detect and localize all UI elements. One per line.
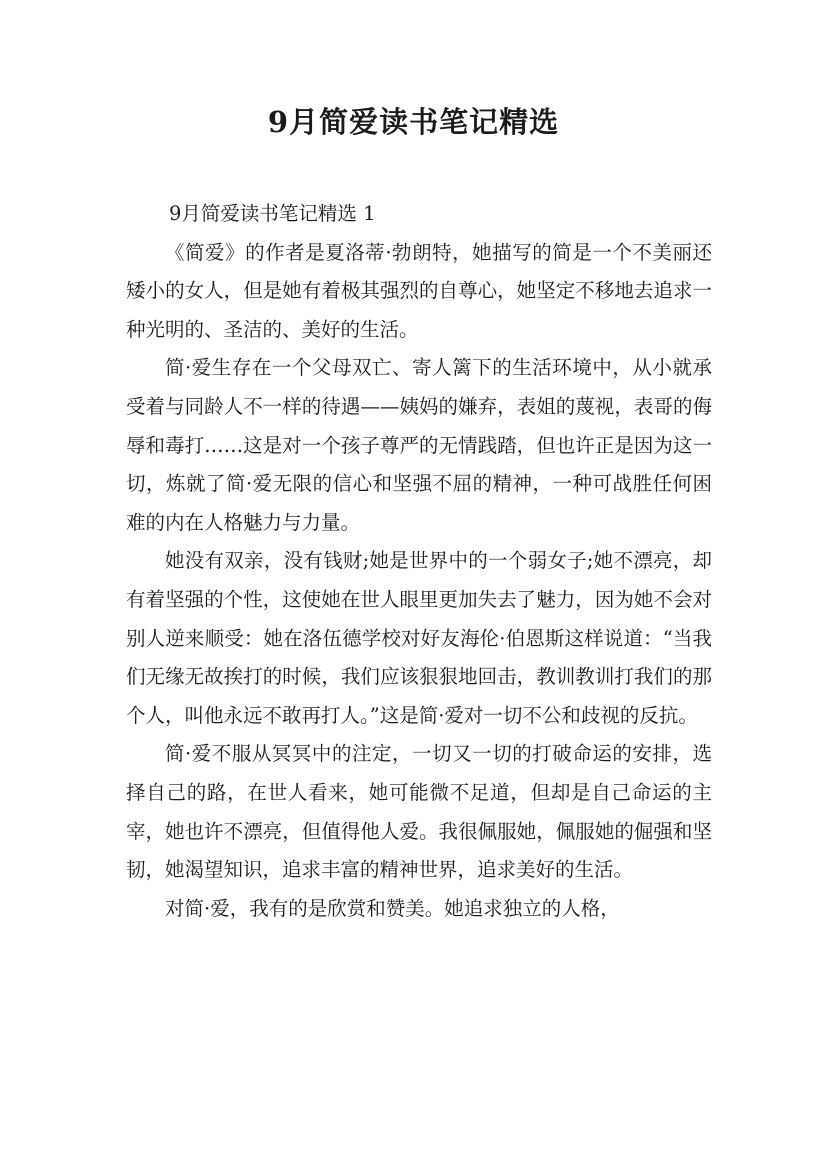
- paragraph-5: 对简·爱，我有的是欣赏和赞美。她追求独立的人格，: [165, 896, 620, 920]
- paragraph-3: 她没有双亲，没有钱财;她是世界中的一个弱女子;她不漂亮，却有着坚强的个性，这使她在世人眼里更加失去了魅力，因为她不会对别人逆来顺受：她在洛伍德学校对好友海伦·伯恩斯这样说道：“当我们无缘无故挨打的时候，我们应该狠狠地回击，教训教训打我们的那个人，叫他永远不敢再打人。”这是简·爱对一切不公和歧视的反抗。: [126, 549, 712, 727]
- paragraph-4: 简·爱不服从冥冥中的注定，一切又一切的打破命运的安排，选择自己的路，在世人看来，她可能微不足道，但却是自己命运的主宰，她也许不漂亮，但值得他人爱。我很佩服她，佩服她的倔强和坚韧，她渴望知识，追求丰富的精神世界，追求美好的生活。: [126, 742, 712, 882]
- document-title: 9月简爱读书笔记精选: [267, 105, 560, 139]
- paragraph-1: 《简爱》的作者是夏洛蒂·勃朗特，她描写的简是一个不美丽还矮小的女人，但是她有着极其强烈的自尊心，她坚定不移地去追求一种光明的、圣洁的、美好的生活。: [126, 240, 712, 341]
- document-body: [126, 195, 712, 928]
- paragraph-2: 简·爱生存在一个父母双亡、寄人篱下的生活环境中，从小就承受着与同龄人不一样的待遇——姨妈的嫌弃，表姐的蔑视，表哥的侮辱和毒打……这是对一个孩子尊严的无情践踏，但也许正是因为这一切，炼就了简·爱无限的信心和坚强不屈的精神，一种可战胜任何困难的内在人格魅力与力量。: [126, 356, 712, 534]
- section-heading: 9月简爱读书笔记精选 1: [169, 202, 376, 225]
